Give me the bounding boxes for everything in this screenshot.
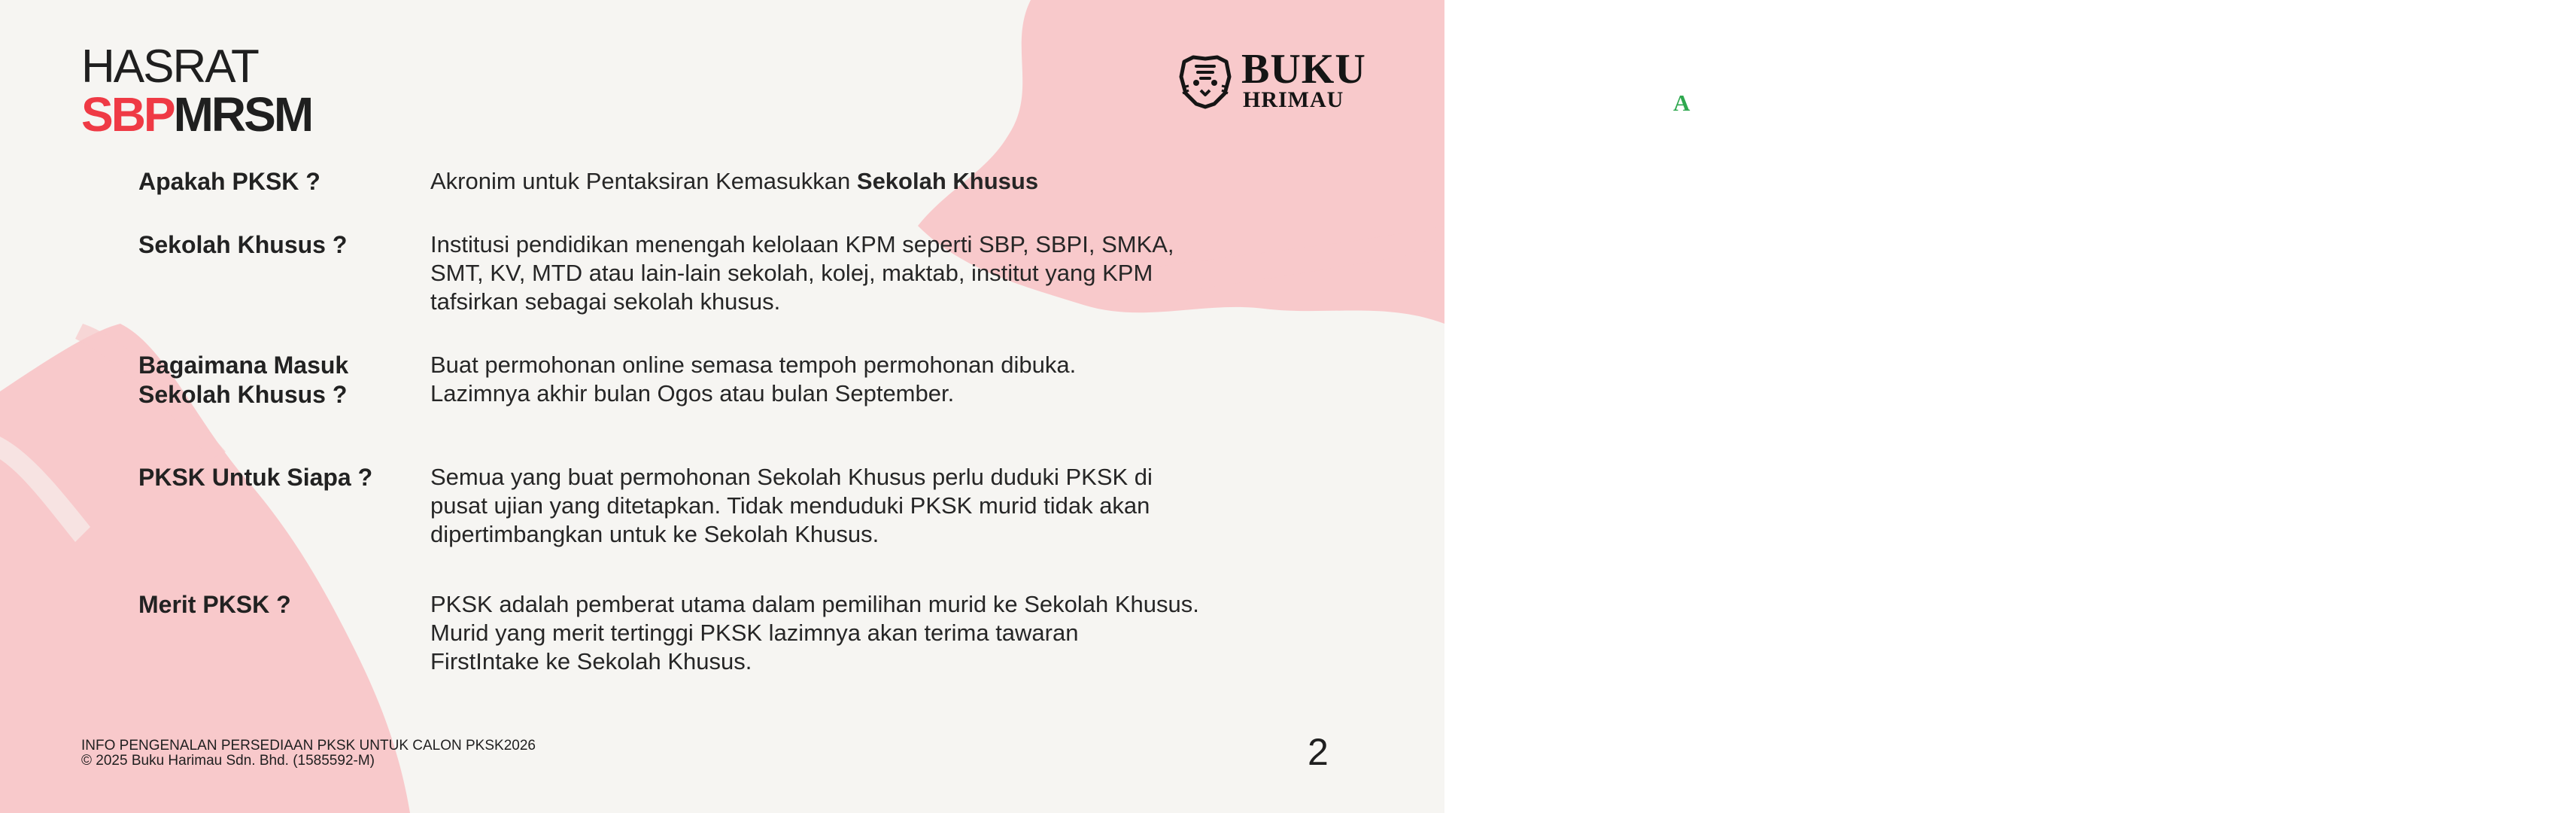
logo-h: H	[1243, 87, 1262, 112]
footer	[81, 738, 536, 769]
footer-copyright: © 2025 Buku Harimau Sdn. Bhd. (1585592-M)	[81, 753, 375, 769]
answer-merit-pksk	[430, 590, 1333, 676]
logo-word-buku: BUKU	[1241, 46, 1366, 93]
answer-sekolah-khusus	[430, 230, 1333, 316]
logo-rimau: RIMAU	[1261, 87, 1344, 112]
title-line2	[81, 87, 312, 142]
answer-bagaimana-masuk	[430, 351, 1333, 408]
question-line: PKSK Untuk Siapa ?	[138, 464, 373, 491]
answer-line: Murid yang merit tertinggi PKSK lazimnya akan terima tawaran	[430, 620, 1079, 646]
answer-line: dipertimbangkan untuk ke Sekolah Khusus.	[430, 521, 879, 547]
title-line1: HASRAT	[81, 41, 258, 93]
answer-line: FirstIntake ke Sekolah Khusus.	[430, 648, 752, 674]
question-line: Merit PKSK ?	[138, 591, 291, 618]
answer-line: Lazimnya akhir bulan Ogos atau bulan September.	[430, 380, 955, 406]
question-line: Apakah PKSK ?	[138, 168, 320, 195]
answer-text: Akronim untuk Pentaksiran Kemasukkan	[430, 168, 857, 194]
question-sekolah-khusus	[138, 230, 409, 260]
answer-apakah-pksk	[430, 167, 1333, 196]
question-bagaimana-masuk	[138, 351, 409, 410]
answer-line: Buat permohonan online semasa tempoh permohonan dibuka.	[430, 352, 1077, 378]
buku-harimau-logo	[1175, 46, 1691, 117]
logo-a: A	[1673, 90, 1691, 116]
answer-bold-text: Sekolah Khusus	[856, 168, 1039, 194]
question-merit-pksk	[138, 590, 409, 620]
question-line: Bagaimana Masuk	[138, 352, 349, 379]
answer-line: tafsirkan sebagai sekolah khusus.	[430, 288, 781, 315]
question-pksk-untuk-siapa	[138, 463, 409, 492]
question-line: Sekolah Khusus ?	[138, 381, 348, 408]
answer-line: PKSK adalah pemberat utama dalam pemilihan murid ke Sekolah Khusus.	[430, 591, 1199, 617]
title-mrsm: MRSM	[173, 87, 312, 142]
title-sbp: SBP	[81, 87, 174, 142]
question-line: Sekolah Khusus ?	[138, 231, 348, 258]
answer-pksk-untuk-siapa	[430, 463, 1333, 549]
answer-line: Semua yang buat permohonan Sekolah Khusus perlu duduki PKSK di	[430, 464, 1153, 490]
footer-line1: INFO PENGENALAN PERSEDIAAN PKSK UNTUK CALON PKSK2026	[81, 738, 536, 754]
tiger-icon	[1175, 51, 1235, 111]
answer-line: SMT, KV, MTD atau lain-lain sekolah, kolej, maktab, institut yang KPM	[430, 260, 1153, 286]
question-apakah-pksk	[138, 167, 409, 196]
answer-line: pusat ujian yang ditetapkan. Tidak menduduki PKSK murid tidak akan	[430, 492, 1150, 519]
answer-line: Institusi pendidikan menengah kelolaan KPM seperti SBP, SBPI, SMKA,	[430, 231, 1174, 257]
page-number: 2	[1308, 731, 1329, 773]
slide-title	[81, 41, 312, 142]
logo-word-harimau	[1243, 87, 1691, 116]
